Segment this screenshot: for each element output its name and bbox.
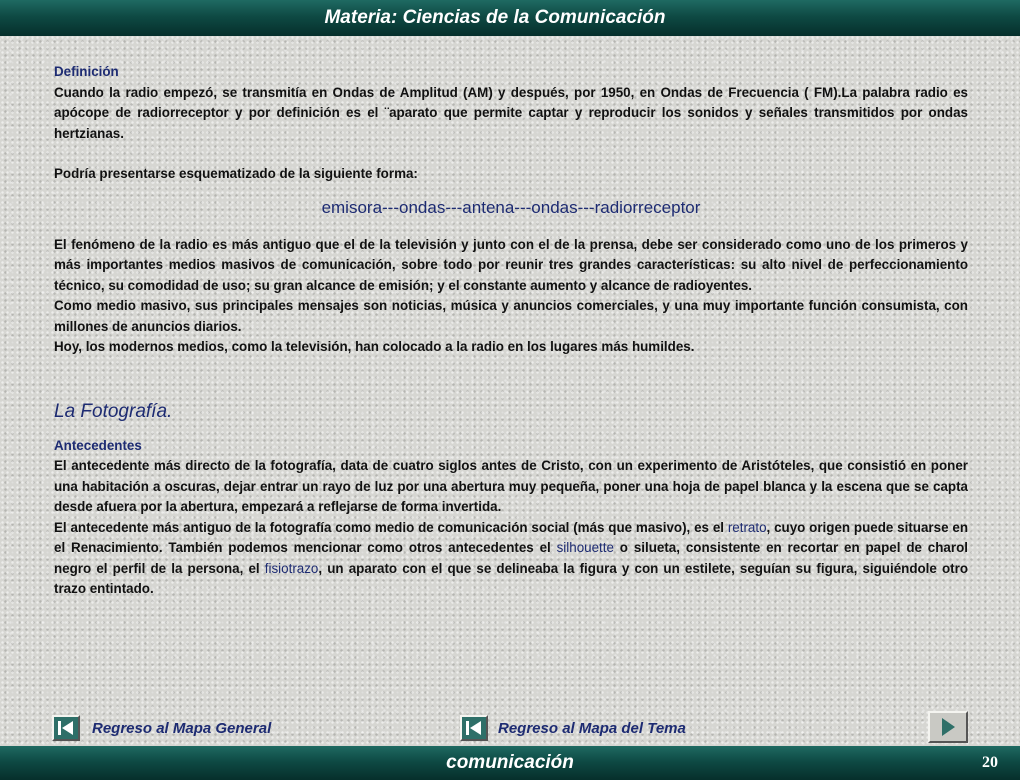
footer-bar	[0, 746, 1020, 780]
next-button[interactable]	[928, 711, 968, 743]
back-topic-link[interactable]: Regreso al Mapa del Tema	[498, 720, 686, 737]
radio-paragraph-2: Como medio masivo, sus principales mensajes son noticias, música y anuncios comerciales, y una muy importante función consumista, con millones de anuncios diarios.	[54, 298, 968, 334]
radio-scheme: emisora---ondas---antena---ondas---radiorreceptor	[321, 197, 701, 217]
play-next-icon	[936, 716, 960, 738]
page-title: Materia: Ciencias de la Comunicación	[324, 7, 666, 28]
fisiotrazo-link[interactable]: fisiotrazo	[264, 560, 319, 576]
scheme-intro: Podría presentarse esquematizado de la siguiente forma:	[54, 166, 418, 181]
skip-back-icon	[464, 719, 484, 737]
photo-p2-text-c: o silueta, consistente en recortar en papel de charol negro el perfil de la persona, el	[54, 540, 968, 576]
skip-back-icon	[56, 719, 76, 737]
photo-paragraph-2	[54, 518, 968, 600]
back-topic-button[interactable]	[460, 715, 488, 741]
back-general-button[interactable]	[52, 715, 80, 741]
photo-p2-text-b: , cuyo origen puede situarse en el Renacimiento. También podemos mencionar como otros antecedentes el	[54, 519, 968, 555]
footer-title: comunicación	[446, 752, 574, 773]
back-general-link[interactable]: Regreso al Mapa General	[92, 720, 272, 737]
retrato-link[interactable]: retrato	[727, 519, 767, 535]
antecedentes-heading: Antecedentes	[54, 437, 142, 453]
radio-paragraph-3: Hoy, los modernos medios, como la televisión, han colocado a la radio en los lugares más humildes.	[54, 339, 695, 354]
section-title-fotografia: La Fotografía.	[54, 400, 173, 422]
photo-p2-text-a: El antecedente más antiguo de la fotografía como medio de comunicación social (más que masivo), es el	[54, 519, 728, 535]
silhouette-link[interactable]: silhouette	[556, 540, 614, 555]
page-number: 20	[982, 754, 998, 771]
photo-p2-text-d: , un aparato con el que se delineaba la figura y con un estilete, seguían su figura, siguiéndole otro trazo entintado.	[54, 560, 969, 596]
photo-paragraph-1: El antecedente más directo de la fotografía, data de cuatro siglos antes de Cristo, con un experimento de Aristóteles, que consistió en poner una habitación a oscuras, dejar entrar un rayo de luz por una abertura muy pequeña, poner una hoja de papel blanca y la escena que se capta desde afuera por la abertura, empezará a reflejarse de forma invertida.	[54, 458, 968, 514]
header-bar	[0, 0, 1020, 36]
definition-paragraph: Cuando la radio empezó, se transmitía en Ondas de Amplitud (AM) y después, por 1950, en Ondas de Frecuencia ( FM).La palabra radio es apócope de radiorreceptor y por definición es el ¨aparato que permite captar y reproducir los sonidos y señales transmitidos por ondas hertzianas.	[54, 84, 968, 141]
content-area	[54, 62, 968, 600]
radio-paragraph-1: El fenómeno de la radio es más antiguo que el de la televisión y junto con el de la prensa, debe ser considerado como uno de los primeros y más importantes medios masivos de comunicación, sobre todo por reunir tres grandes características: su alto nivel de perfeccionamiento técnico, su comodidad de uso; su gran alcance de emisión; y el constante aumento y alcance de radioyentes.	[54, 236, 968, 293]
definition-heading: Definición	[54, 64, 119, 79]
